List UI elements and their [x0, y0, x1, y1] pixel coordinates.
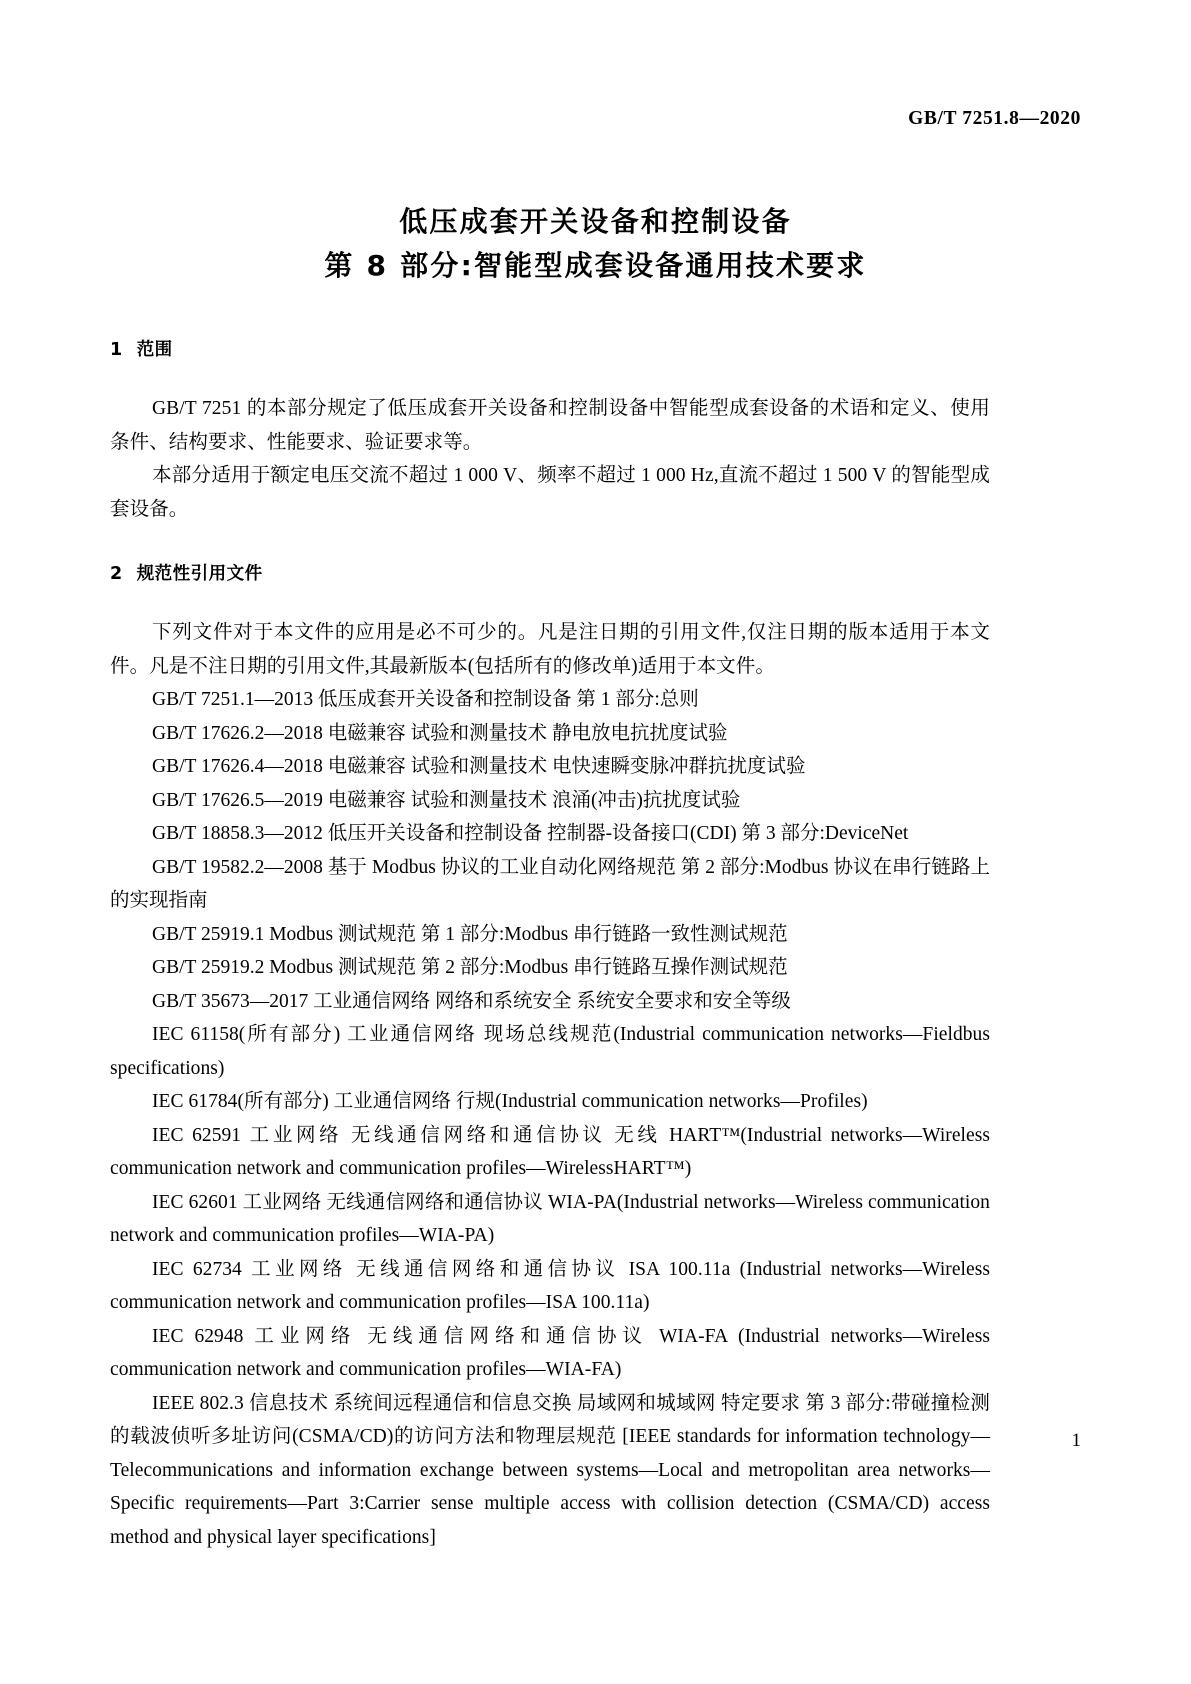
reference-item: GB/T 17626.5—2019 电磁兼容 试验和测量技术 浪涌(冲击)抗扰度试验 [152, 789, 741, 811]
reference-item: IEC 61158(所有部分) 工业通信网络 现场总线规范(Industrial communication networks—Fieldbus specifications) [110, 1024, 990, 1079]
reference-item: GB/T 25919.2 Modbus 测试规范 第 2 部分:Modbus 串行链路互操作测试规范 [152, 957, 788, 978]
clause-1-paragraph-1: GB/T 7251 的本部分规定了低压成套开关设备和控制设备中智能型成套设备的术语和定义、使用条件、结构要求、性能要求、验证要求等。 [110, 398, 990, 453]
spacer [110, 586, 990, 616]
reference-item: IEC 62591 工业网络 无线通信网络和通信协议 无线 HART™(Industrial networks—Wireless communication network and communication profiles—WirelessHART™) [110, 1124, 990, 1179]
reference-item: IEC 61784(所有部分) 工业通信网络 行规(Industrial communication networks—Profiles) [152, 1091, 868, 1112]
title-line-2: 第 8 部分:智能型成套设备通用技术要求 [324, 249, 867, 282]
clause-2-number: 2 [110, 564, 123, 584]
clause-2-paragraph-1: 下列文件对于本文件的应用是必不可少的。凡是注日期的引用文件,仅注日期的版本适用于本文件。凡是不注日期的引用文件,其最新版本(包括所有的修改单)适用于本文件。 [110, 622, 990, 677]
reference-item: IEEE 802.3 信息技术 系统间远程通信和信息交换 局域网和城域网 特定要求 第 3 部分:带碰撞检测的载波侦听多址访问(CSMA/CD)的访问方法和物理层规范 [IEEE standards for information technology—Telecommunications and information exchange between systems—Local and metropolitan area networks—Specific requirements—Part 3:Carrier sense multiple access with collision detection (CSMA/CD) access method and physical layer specifications] [110, 1392, 990, 1548]
reference-item: GB/T 7251.1—2013 低压成套开关设备和控制设备 第 1 部分:总则 [152, 689, 699, 710]
normative-reference-list [110, 683, 990, 1554]
reference-item: IEC 62734 工业网络 无线通信网络和通信协议 ISA 100.11a (Industrial networks—Wireless communication network and communication profiles—ISA 100.11a) [110, 1258, 990, 1313]
reference-item: GB/T 19582.2—2008 基于 Modbus 协议的工业自动化网络规范 第 2 部分:Modbus 协议在串行链路上的实现指南 [110, 856, 990, 911]
spacer [110, 526, 990, 562]
clause-1-title: 范围 [136, 340, 173, 360]
clause-1-heading [110, 338, 990, 362]
clause-2-heading [110, 562, 990, 586]
reference-item: GB/T 17626.2—2018 电磁兼容 试验和测量技术 静电放电抗扰度试验 [152, 722, 728, 744]
reference-item: GB/T 18858.3—2012 低压开关设备和控制设备 控制器-设备接口(CDI) 第 3 部分:DeviceNet [152, 823, 909, 844]
clause-1-number: 1 [110, 340, 123, 360]
reference-item: GB/T 25919.1 Modbus 测试规范 第 1 部分:Modbus 串行链路一致性测试规范 [152, 923, 788, 945]
reference-item: GB/T 17626.4—2018 电磁兼容 试验和测量技术 电快速瞬变脉冲群抗扰度试验 [152, 756, 806, 777]
title-line-1: 低压成套开关设备和控制设备 [399, 205, 792, 238]
reference-item: IEC 62948 工业网络 无线通信网络和通信协议 WIA-FA (Industrial networks—Wireless communication network and communication profiles—WIA-FA) [110, 1325, 990, 1380]
clause-2-title: 规范性引用文件 [136, 564, 263, 584]
document-title [110, 200, 1081, 288]
document-body [110, 338, 990, 1554]
clause-1-paragraph-2: 本部分适用于额定电压交流不超过 1 000 V、频率不超过 1 000 Hz,直流不超过 1 500 V 的智能型成套设备。 [110, 465, 990, 520]
spacer [110, 362, 990, 392]
page-number: 1 [1071, 1430, 1081, 1451]
running-header-standard-code: GB/T 7251.8—2020 [908, 108, 1081, 129]
reference-item: GB/T 35673—2017 工业通信网络 网络和系统安全 系统安全要求和安全等级 [152, 990, 791, 1012]
reference-item: IEC 62601 工业网络 无线通信网络和通信协议 WIA-PA(Industrial networks—Wireless communication network and communication profiles—WIA-PA) [110, 1191, 990, 1246]
